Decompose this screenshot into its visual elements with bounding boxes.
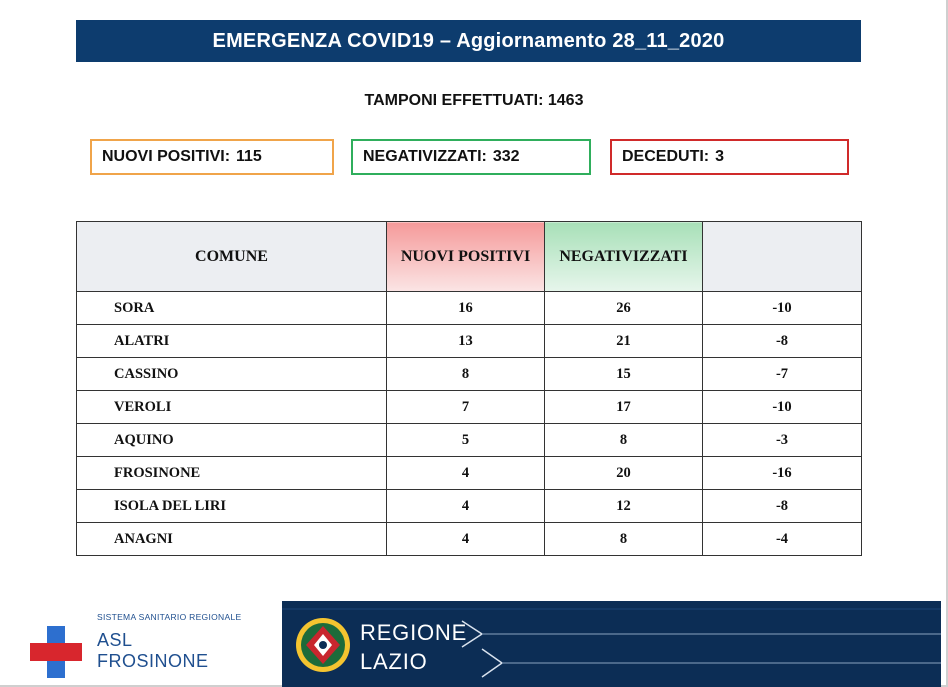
regione-line2: LAZIO bbox=[360, 649, 428, 674]
cell-comune: ANAGNI bbox=[77, 523, 387, 556]
asl-name bbox=[97, 630, 209, 672]
cell-differenza: -10 bbox=[703, 391, 862, 424]
cell-negativizzati: 15 bbox=[545, 358, 703, 391]
cell-differenza: -3 bbox=[703, 424, 862, 457]
page-title bbox=[76, 20, 861, 62]
cell-nuovi-positivi: 7 bbox=[387, 391, 545, 424]
cell-comune: CASSINO bbox=[77, 358, 387, 391]
stat-value: 115 bbox=[236, 148, 262, 165]
cell-differenza: -16 bbox=[703, 457, 862, 490]
cell-negativizzati: 21 bbox=[545, 325, 703, 358]
cell-negativizzati: 26 bbox=[545, 292, 703, 325]
table-row bbox=[77, 457, 862, 490]
asl-subtitle: SISTEMA SANITARIO REGIONALE bbox=[97, 612, 242, 622]
cell-nuovi-positivi: 4 bbox=[387, 490, 545, 523]
stat-nuovi-positivi bbox=[90, 139, 334, 175]
cell-negativizzati: 8 bbox=[545, 523, 703, 556]
table-row bbox=[77, 292, 862, 325]
stat-value: 332 bbox=[492, 148, 520, 165]
cell-differenza: -8 bbox=[703, 325, 862, 358]
comuni-table bbox=[76, 221, 862, 556]
stat-negativizzati bbox=[351, 139, 591, 175]
cell-comune: VEROLI bbox=[77, 391, 387, 424]
stat-deceduti bbox=[610, 139, 849, 175]
asl-line2: FROSINONE bbox=[97, 651, 209, 671]
cell-nuovi-positivi: 13 bbox=[387, 325, 545, 358]
cell-differenza: -4 bbox=[703, 523, 862, 556]
cell-negativizzati: 12 bbox=[545, 490, 703, 523]
cell-negativizzati: 8 bbox=[545, 424, 703, 457]
tamponi-effettuati: TAMPONI EFFETTUATI: 1463 bbox=[364, 92, 584, 109]
stat-value: 3 bbox=[715, 148, 725, 165]
cell-comune: SORA bbox=[77, 292, 387, 325]
asl-cross-icon bbox=[30, 626, 82, 678]
cell-nuovi-positivi: 16 bbox=[387, 292, 545, 325]
regione-lazio-emblem-icon bbox=[294, 616, 352, 674]
stat-label: NUOVI POSITIVI: bbox=[102, 148, 231, 165]
header-negativizzati: NEGATIVIZZATI bbox=[545, 222, 703, 292]
header-comune: COMUNE bbox=[77, 222, 387, 292]
cell-comune: ALATRI bbox=[77, 325, 387, 358]
cell-differenza: -8 bbox=[703, 490, 862, 523]
table-row bbox=[77, 391, 862, 424]
header-differenza bbox=[703, 222, 862, 292]
header-nuovi-positivi: NUOVI POSITIVI bbox=[387, 222, 545, 292]
table-row bbox=[77, 424, 862, 457]
asl-line1: ASL bbox=[97, 630, 133, 650]
table-row bbox=[77, 490, 862, 523]
cell-negativizzati: 20 bbox=[545, 457, 703, 490]
cell-comune: AQUINO bbox=[77, 424, 387, 457]
cell-nuovi-positivi: 8 bbox=[387, 358, 545, 391]
cell-comune: ISOLA DEL LIRI bbox=[77, 490, 387, 523]
page-title-text: EMERGENZA COVID19 – Aggiornamento 28_11_2020 bbox=[212, 29, 725, 52]
cell-nuovi-positivi: 4 bbox=[387, 523, 545, 556]
cell-nuovi-positivi: 4 bbox=[387, 457, 545, 490]
stat-label: NEGATIVIZZATI: bbox=[363, 148, 487, 165]
table-row bbox=[77, 325, 862, 358]
regione-line1: REGIONE bbox=[360, 620, 468, 645]
cell-comune: FROSINONE bbox=[77, 457, 387, 490]
table-header-row bbox=[77, 222, 862, 292]
stat-label: DECEDUTI: bbox=[622, 148, 710, 165]
cell-negativizzati: 17 bbox=[545, 391, 703, 424]
regione-lazio-banner bbox=[282, 601, 941, 687]
cell-nuovi-positivi: 5 bbox=[387, 424, 545, 457]
asl-frosinone-logo bbox=[28, 608, 278, 678]
table-row bbox=[77, 523, 862, 556]
table-row bbox=[77, 358, 862, 391]
cell-differenza: -7 bbox=[703, 358, 862, 391]
cell-differenza: -10 bbox=[703, 292, 862, 325]
